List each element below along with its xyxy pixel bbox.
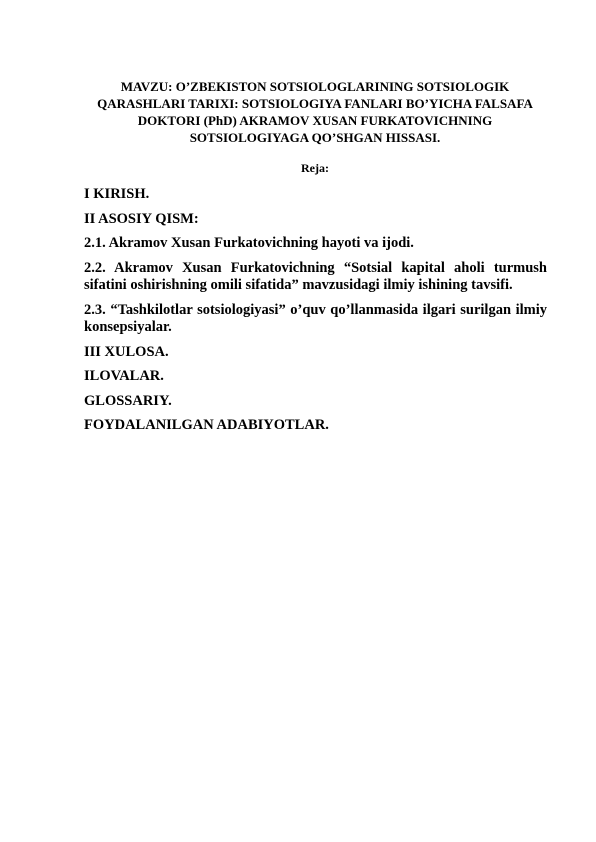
plan-item-2-3: 2.3. “Tashkilotlar sotsiologiyasi” o’quv qo’llanmasida ilgari surilgan ilmiy konsepsiyalar. <box>84 301 547 335</box>
plan-item-conclusion: III XULOSA. <box>84 343 169 360</box>
plan-item-glossary: GLOSSARIY. <box>84 392 172 409</box>
plan-item-references: FOYDALANILGAN ADABIYOTLAR. <box>84 417 329 433</box>
plan-item-main-part: II ASOSIY QISM: <box>84 210 199 227</box>
plan-item-2-1: 2.1. Akramov Xusan Furkatovichning hayoti va ijodi. <box>84 235 414 251</box>
plan-item-appendices: ILOVALAR. <box>84 368 164 384</box>
plan-item-introduction: I KIRISH. <box>84 186 150 202</box>
plan-heading: Reja: <box>301 161 329 175</box>
document-title: MAVZU: O’ZBEKISTON SOTSIOLOGLARINING SOTSIOLOGIK QARASHLARI TARIXI: SOTSIOLOGIYA FANLARI BO’YICHA FALSAFA DOKTORI (PhD) AKRAMOV XUSAN FURKATOVICHNING SOTSIOLOGIYAGA QO’SHGAN HISSASI. <box>97 79 533 145</box>
plan-item-2-2: 2.2. Akramov Xusan Furkatovichning “Sotsial kapital aholi turmush sifatini oshirishning omili sifatida” mavzusidagi ilmiy ishining tavsifi. <box>84 259 547 293</box>
plan-list <box>84 186 547 442</box>
